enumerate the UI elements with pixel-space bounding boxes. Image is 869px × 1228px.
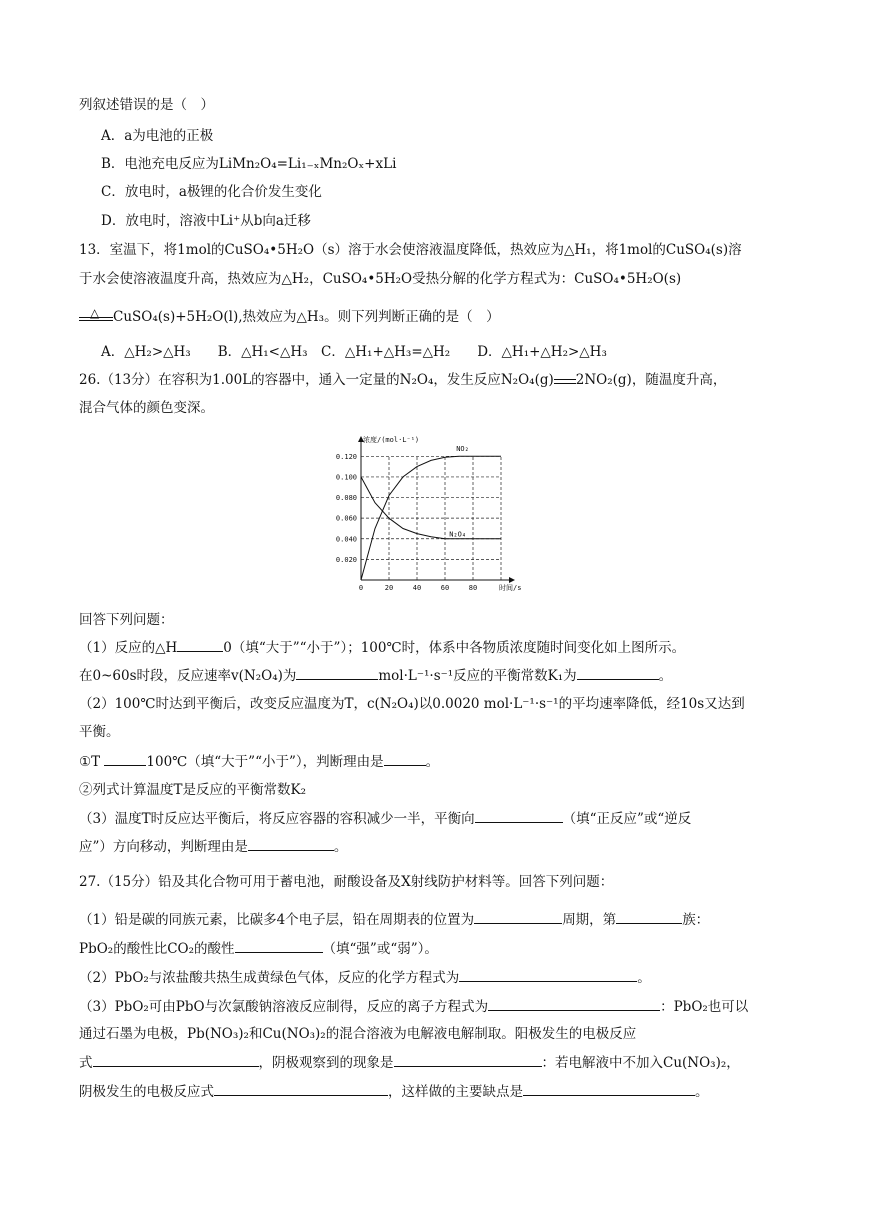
q27-p2-a: （2）PbO₂与浓盐酸共热生成黄绿色气体，反应的化学方程式为 (79, 970, 460, 986)
q13-line2: 于水会使溶液温度升高，热效应为△H₂，CuSO₄•5H₂O受热分解的化学方程式为：CuSO₄•5H₂O(s) (79, 271, 682, 287)
q26-p1-line1 (79, 637, 685, 658)
q26-p1-e: 。 (658, 668, 673, 684)
q27-p3-a: （3）PbO₂可由PbO与次氯酸钠溶液反应制得，反应的离子方程式为 (79, 999, 489, 1015)
x-tick-label: 20 (384, 584, 394, 592)
answer-blank[interactable] (214, 1081, 388, 1096)
answer-blank[interactable] (384, 751, 426, 766)
q27-p2-b: 。 (637, 970, 651, 986)
y-tick-label: 0.120 (335, 452, 357, 461)
concentration-time-chart (330, 428, 530, 598)
q26-p1-a: （1）反应的△H (79, 640, 178, 656)
q26-p2-line4: ②列式计算温度T是反应的平衡常数K₂ (79, 782, 307, 798)
q27-p3-e: ，阴极观察到的现象是 (258, 1055, 394, 1071)
q26-p3-d: 。 (333, 839, 348, 855)
q26-p2-line1: （2）100℃时达到平衡后，改变反应温度为T，c(N₂O₄)以0.0020 mol·L⁻¹·s⁻¹的平均速率降低，经10s又达到 (79, 696, 745, 712)
q27-p3-g: 阴极发生的电极反应式 (79, 1084, 214, 1100)
y-tick-label: 0.060 (335, 514, 357, 523)
answer-blank[interactable] (248, 836, 334, 851)
q13-line3: CuSO₄(s)+5H₂O(l),热效应为△H₃。则下列判断正确的是（ ） (113, 309, 500, 325)
heat-equals-sign: △ (79, 311, 113, 325)
answer-blank[interactable] (616, 909, 682, 924)
q26-p1-d: mol·L⁻¹·s⁻¹反应的平衡常数K₁为 (378, 668, 577, 684)
y-tick-label: 0.020 (335, 555, 357, 564)
x-axis-label: 时间/s (499, 584, 522, 592)
equilibrium-arrow-icon (554, 374, 576, 388)
series-line-n2o4 (361, 477, 501, 539)
q27-p1-d: PbO₂的酸性比CO₂的酸性 (79, 941, 235, 957)
chart-grid (361, 456, 501, 580)
q26-p3-c: 应”）方向移动，判断理由是 (79, 839, 248, 855)
y-tick-label: 0.040 (335, 535, 357, 544)
q12-option-a: A．a为电池的正极 (101, 128, 214, 144)
y-axis-label: 浓度/(mol·L⁻¹) (363, 436, 420, 444)
q27-p3-line2: 通过石墨为电极，Pb(NO₃)₂和Cu(NO₃)₂的混合溶液为电解液电解制取。阳极发生的电极反应 (79, 1026, 637, 1042)
q12-option-b: B．电池充电反应为LiMn₂O₄=Li₁₋ₓMn₂Oₓ+xLi (101, 156, 397, 172)
q27-p3-line1 (79, 996, 748, 1017)
q26-p1-b: 0（填“大于”“小于”）；100℃时，体系中各物质浓度随时间变化如上图所示。 (223, 640, 686, 656)
answer-blank[interactable] (394, 1052, 542, 1067)
q26-p2-e: 。 (425, 754, 440, 770)
q26-p2-line3 (79, 751, 439, 772)
answer-blank[interactable] (104, 751, 146, 766)
q27-p2-line (79, 967, 651, 988)
y-tick-label: 0.080 (335, 494, 357, 503)
y-tick-label: 0.100 (335, 473, 357, 482)
answer-blank[interactable] (474, 909, 562, 924)
q26-p2-d: 100℃（填“大于”“小于”），判断理由是 (146, 754, 384, 770)
q27-p3-f: ：若电解液中不加入Cu(NO₃)₂， (541, 1055, 740, 1071)
answer-blank[interactable] (177, 637, 223, 652)
q27-p3-b: ：PbO₂也可以 (660, 999, 749, 1015)
q26-p3-line1 (79, 808, 691, 829)
q27-line1: 27.（15分）铅及其化合物可用于蓄电池，耐酸设备及X射线防护材料等。回答下列问题： (79, 874, 614, 890)
q26-line1 (79, 370, 726, 390)
x-tick-label: 40 (412, 584, 422, 592)
q27-p1-line2 (79, 938, 438, 959)
answer-blank[interactable] (475, 808, 563, 823)
x-axis-arrow-icon (509, 577, 515, 583)
answer-blank[interactable] (488, 996, 660, 1011)
q13-line3-wrap (79, 307, 500, 327)
q26-p3-a: （3）温度T时反应达平衡后，将反应容器的容积减少一半，平衡向 (79, 811, 475, 827)
x-tick-label: 60 (440, 584, 450, 592)
series-label-no2: NO₂ (456, 445, 469, 454)
q26-p2-line2: 平衡。 (79, 724, 120, 740)
answer-blank[interactable] (93, 1052, 259, 1067)
q26-p1-c: 在0~60s时段，反应速率v(N₂O₄)为 (79, 668, 297, 684)
q13-line1: 13．室温下，将1mol的CuSO₄•5H₂O（s）溶于水会使溶液温度降低，热效应为△H₁，将1mol的CuSO₄(s)溶 (79, 242, 742, 258)
q27-p1-a: （1）铅是碳的同族元素，比碳多4个电子层，铅在周期表的位置为 (79, 912, 475, 928)
q13-options: A．△H₂>△H₃ B．△H₁<△H₃ C．△H₁+△H₃=△H₂ D．△H₁+△H₂>△H₃ (101, 344, 607, 360)
q26-line1b: 2NO₂(g)，随温度升高， (575, 372, 727, 388)
q27-p1-line1 (79, 909, 709, 930)
q27-p3-i: 。 (695, 1084, 709, 1100)
q26-answer-intro: 回答下列问题： (79, 612, 174, 628)
q12-stem-end: 列叙述错误的是（ ） (79, 97, 214, 113)
q26-p3-b: （填“正反应”或“逆反 (562, 811, 692, 827)
q12-option-c: C．放电时，a极锂的化合价发生变化 (101, 184, 322, 200)
q27-p3-d: 式 (79, 1055, 93, 1071)
q26-line1a: 26.（13分）在容积为1.00L的容器中，通入一定量的N₂O₄，发生反应N₂O₄(g) (79, 372, 554, 388)
q27-p3-line3 (79, 1052, 740, 1073)
q27-p1-c: 族： (682, 912, 710, 928)
answer-blank[interactable] (523, 1081, 695, 1096)
answer-blank[interactable] (577, 665, 659, 680)
x-tick-label: 80 (468, 584, 478, 592)
q27-p3-line4 (79, 1081, 709, 1102)
q27-p3-h: ，这样做的主要缺点是 (388, 1084, 523, 1100)
q27-p1-e: （填“强”或“弱”）。 (322, 941, 438, 957)
chart-labels (363, 435, 521, 592)
q26-p3-line2 (79, 836, 347, 857)
answer-blank[interactable] (296, 665, 378, 680)
answer-blank[interactable] (235, 938, 323, 953)
q26-p2-c: ①T (79, 754, 101, 770)
q26-p1-line2 (79, 665, 672, 686)
x-tick-label: 0 (358, 584, 364, 592)
q27-p1-b: 周期，第 (562, 912, 617, 928)
answer-blank[interactable] (459, 967, 637, 982)
q12-option-d: D．放电时，溶液中Li⁺从b向a迁移 (101, 213, 311, 229)
series-label-n2o4: N₂O₄ (449, 530, 467, 539)
q26-line2: 混合气体的颜色变深。 (79, 400, 214, 416)
